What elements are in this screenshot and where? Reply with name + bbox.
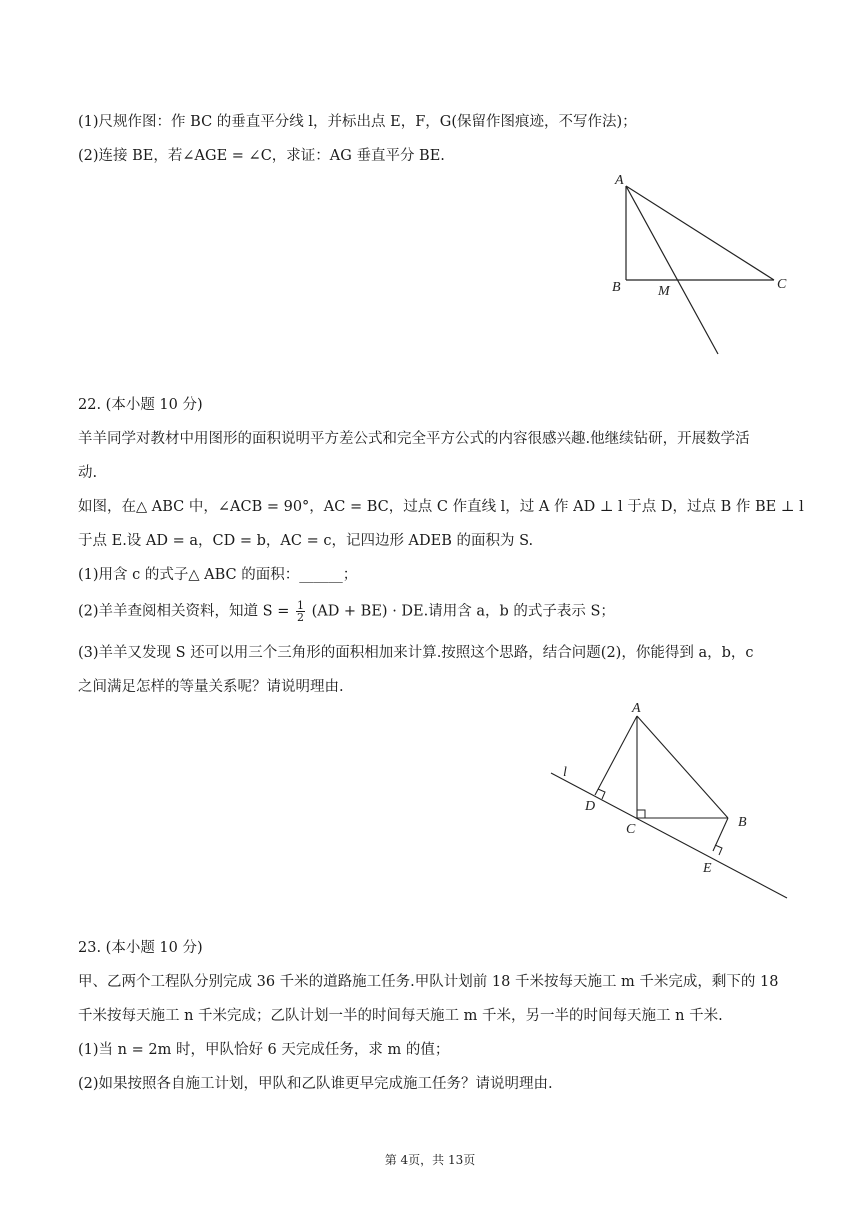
fraction-denominator: 2 (296, 611, 304, 624)
q22-part3-line2: 之间满足怎样的等量关系呢？请说明理由. (78, 679, 344, 695)
fig2-label-d: D (585, 799, 596, 814)
q22-given-line1: 如图，在△ ABC 中，∠ACB = 90°，AC = BC，过点 C 作直线 l，过 A 作 AD ⊥ l 于点 D，过点 B 作 BE ⊥ l (78, 499, 804, 515)
triangle-line-l-figure (545, 700, 795, 905)
q23-text-line2: 千米按每天施工 n 千米完成；乙队计划一半的时间每天施工 m 千米，另一半的时间每天施工 n 千米. (78, 1008, 723, 1024)
triangle-abc-figure (600, 168, 800, 363)
fig2-label-e: E (703, 861, 712, 876)
fig1-label-a: A (615, 173, 624, 188)
q23-text-line1: 甲、乙两个工程队分别完成 36 千米的道路施工任务.甲队计划前 18 千米按每天施工 m 千米完成，剩下的 18 (78, 974, 779, 990)
q21-part2: (2)连接 BE，若∠AGE = ∠C，求证：AG 垂直平分 BE. (78, 148, 445, 164)
fraction-one-half (296, 600, 305, 623)
fig2-label-c: C (626, 822, 636, 837)
q22-part2-prefix: (2)羊羊查阅相关资料，知道 S = (78, 603, 290, 620)
fig2-label-l: l (563, 765, 567, 780)
page-number: 第 4页，共 13页 (384, 1153, 476, 1167)
q22-part2-suffix: (AD + BE) · DE.请用含 a，b 的式子表示 S； (311, 603, 615, 620)
q23-part2: (2)如果按照各自施工计划，甲队和乙队谁更早完成施工任务？请说明理由. (78, 1076, 553, 1092)
q22-part1: (1)用含 c 的式子△ ABC 的面积：______； (78, 567, 358, 583)
fraction-numerator: 1 (296, 599, 304, 612)
q22-intro-line2: 动. (78, 465, 98, 481)
fig1-label-m: M (658, 284, 670, 299)
q22-part3-line1: (3)羊羊又发现 S 还可以用三个三角形的面积相加来计算.按照这个思路，结合问题(2)，你能得到 a，b，c (78, 645, 754, 661)
fig1-label-c: C (777, 277, 787, 292)
q22-header: 22. (本小题 10 分) (78, 397, 203, 413)
q22-given-line2: 于点 E.设 AD = a，CD = b，AC = c，记四边形 ADEB 的面积为 S. (78, 533, 534, 549)
fig2-label-b: B (738, 815, 747, 830)
q22-intro-line1: 羊羊同学对教材中用图形的面积说明平方差公式和完全平方公式的内容很感兴趣.他继续钻研，开展数学活 (78, 431, 750, 447)
q23-header: 23. (本小题 10 分) (78, 940, 203, 956)
q23-part1: (1)当 n = 2m 时，甲队恰好 6 天完成任务，求 m 的值； (78, 1042, 450, 1058)
q22-part2 (78, 600, 615, 623)
fig2-label-a: A (632, 701, 641, 716)
fig1-label-b: B (612, 280, 621, 295)
q21-part1: (1)尺规作图：作 BC 的垂直平分线 l，并标出点 E，F，G(保留作图痕迹，不写作法)； (78, 114, 637, 130)
